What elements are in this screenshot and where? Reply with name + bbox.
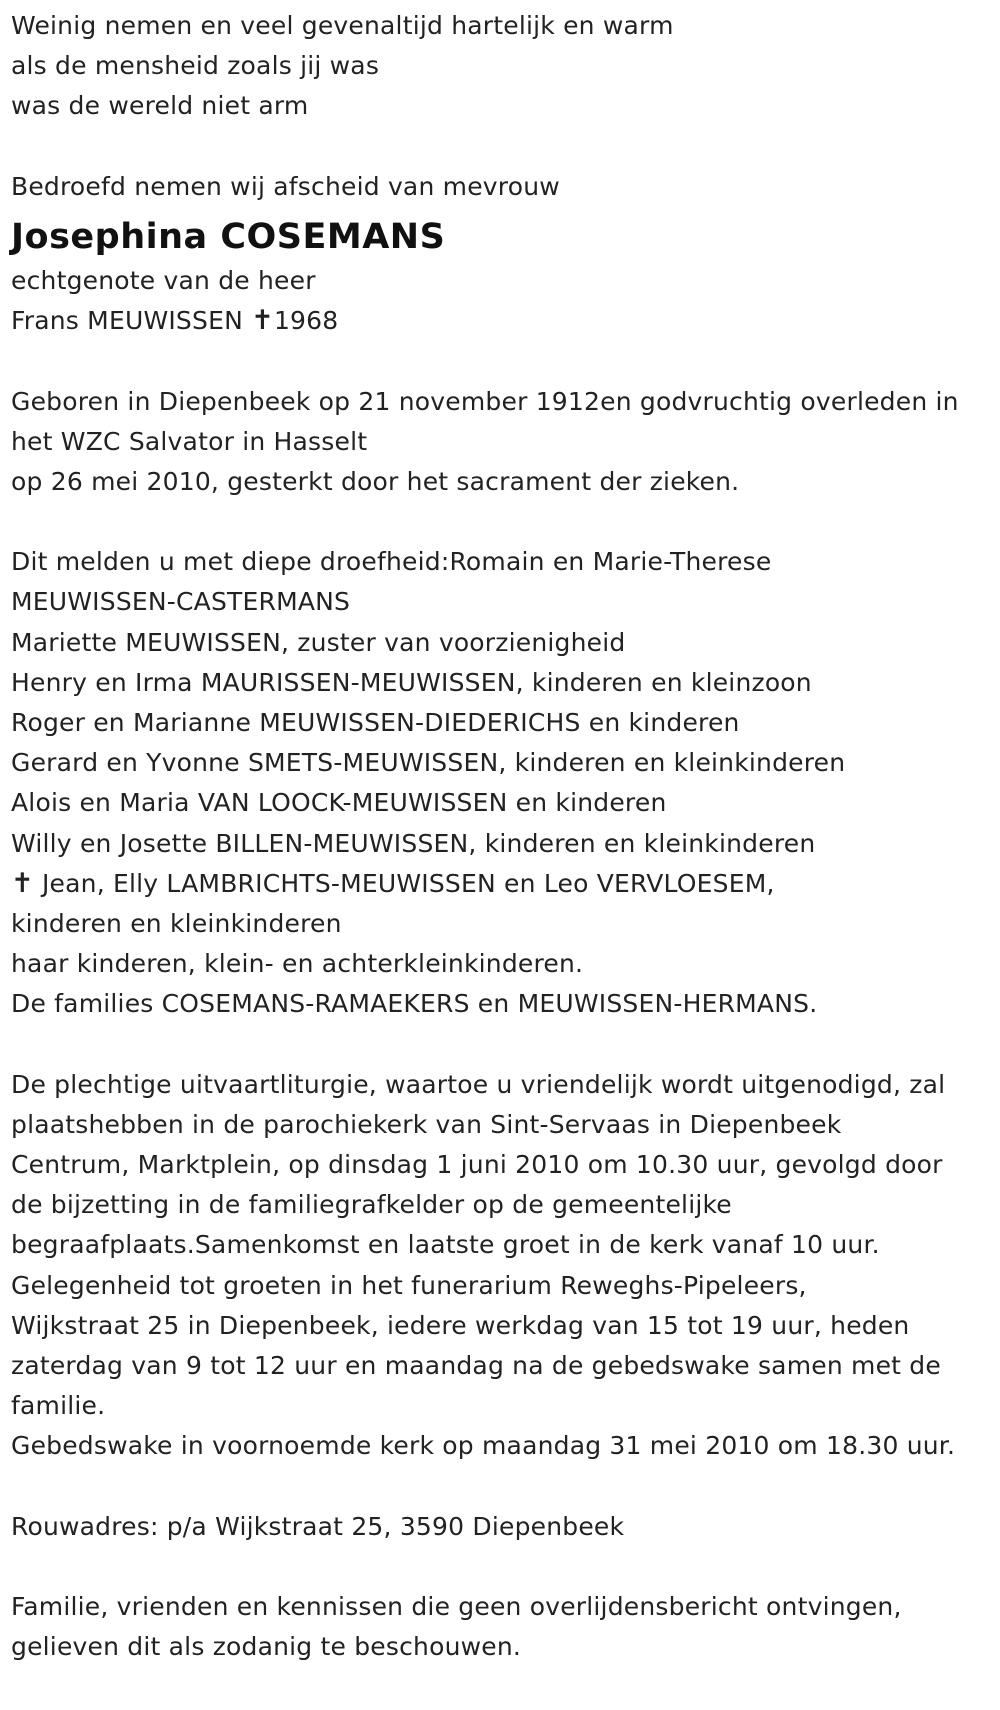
family-line: Dit melden u met diepe droefheid:Romain en Marie-Therese (11, 547, 772, 577)
closing-line: Familie, vrienden en kennissen die geen overlijdensbericht ontvingen, (11, 1592, 902, 1622)
birth-death-section (11, 382, 996, 503)
poem (11, 6, 996, 127)
closing-line: gelieven dit als zodanig te beschouwen. (11, 1632, 522, 1662)
spacer (11, 1467, 996, 1507)
closing-section (11, 1587, 996, 1667)
funeral-line: de bijzetting in de familiegrafkelder op de gemeentelijke (11, 1190, 732, 1220)
spacer (11, 127, 996, 167)
funeral-line: plaatshebben in de parochiekerk van Sint-Servaas in Diepenbeek (11, 1109, 842, 1139)
spacer (11, 341, 996, 381)
family-line: Willy en Josette BILLEN-MEUWISSEN, kinderen en kleinkinderen (11, 828, 816, 858)
obituary-document (11, 6, 996, 1668)
family-line (11, 864, 996, 904)
spacer (11, 502, 996, 542)
poem-line: was de wereld niet arm (11, 91, 309, 121)
family-section (11, 542, 996, 1024)
funeral-line: zaterdag van 9 tot 12 uur en maandag na de gebedswake samen met de (11, 1351, 941, 1380)
spouse-year: 1968 (273, 306, 339, 336)
family-line: Alois en Maria VAN LOOCK-MEUWISSEN en kinderen (11, 788, 667, 818)
family-line: MEUWISSEN-CASTERMANS (11, 587, 351, 617)
spouse-name: Frans MEUWISSEN (11, 306, 243, 336)
deceased-name: Josephina COSEMANS (11, 216, 446, 257)
birth-death-line: op 26 mei 2010, gesterkt door het sacrament der zieken. (11, 466, 740, 496)
birth-death-line: het WZC Salvator in Hasselt (11, 426, 368, 456)
family-line-text: Jean, Elly LAMBRICHTS-MEUWISSEN en Leo VERVLOESEM, (41, 868, 775, 898)
funeral-line: Centrum, Marktplein, op dinsdag 1 juni 2010 om 10.30 uur, gevolgd door (11, 1150, 943, 1180)
funeral-line: begraafplaats.Samenkomst en laatste groet in de kerk vanaf 10 uur. (11, 1230, 880, 1260)
cross-icon: ✝ (11, 867, 34, 899)
intro-text: Bedroefd nemen wij afscheid van mevrouw (11, 171, 560, 201)
spacer (11, 1025, 996, 1065)
family-line: haar kinderen, klein- en achterkleinkinderen. (11, 949, 584, 979)
spouse-line (11, 301, 996, 341)
mourning-address: Rouwadres: p/a Wijkstraat 25, 3590 Diepenbeek (11, 1511, 625, 1541)
poem-line: Weinig nemen en veel gevenaltijd hartelijk en warm (11, 11, 674, 40)
family-line: Henry en Irma MAURISSEN-MEUWISSEN, kinderen en kleinzoon (11, 667, 812, 697)
funeral-line: Gelegenheid tot groeten in het funerarium Reweghs-Pipeleers, (11, 1270, 807, 1300)
family-line: kinderen en kleinkinderen (11, 908, 342, 938)
funeral-line: Wijkstraat 25 in Diepenbeek, iedere werkdag van 15 tot 19 uur, heden (11, 1310, 910, 1340)
family-line: Gerard en Yvonne SMETS-MEUWISSEN, kinderen en kleinkinderen (11, 748, 846, 778)
birth-death-line: Geboren in Diepenbeek op 21 november 1912en godvruchtig overleden in (11, 386, 959, 416)
funeral-line: De plechtige uitvaartliturgie, waartoe u vriendelijk wordt uitgenodigd, zal (11, 1069, 946, 1099)
family-line: Mariette MEUWISSEN, zuster van voorzienigheid (11, 627, 626, 657)
funeral-line: Gebedswake in voornoemde kerk op maandag 31 mei 2010 om 18.30 uur. (11, 1431, 956, 1461)
poem-line: als de mensheid zoals jij was (11, 51, 380, 81)
family-line: De families COSEMANS-RAMAEKERS en MEUWISSEN-HERMANS. (11, 989, 818, 1019)
funeral-line: familie. (11, 1391, 106, 1421)
family-line: Roger en Marianne MEUWISSEN-DIEDERICHS en kinderen (11, 708, 740, 737)
spacer (11, 1547, 996, 1587)
relation-text: echtgenote van de heer (11, 265, 316, 295)
funeral-section (11, 1065, 996, 1467)
cross-icon: ✝ (251, 305, 274, 337)
